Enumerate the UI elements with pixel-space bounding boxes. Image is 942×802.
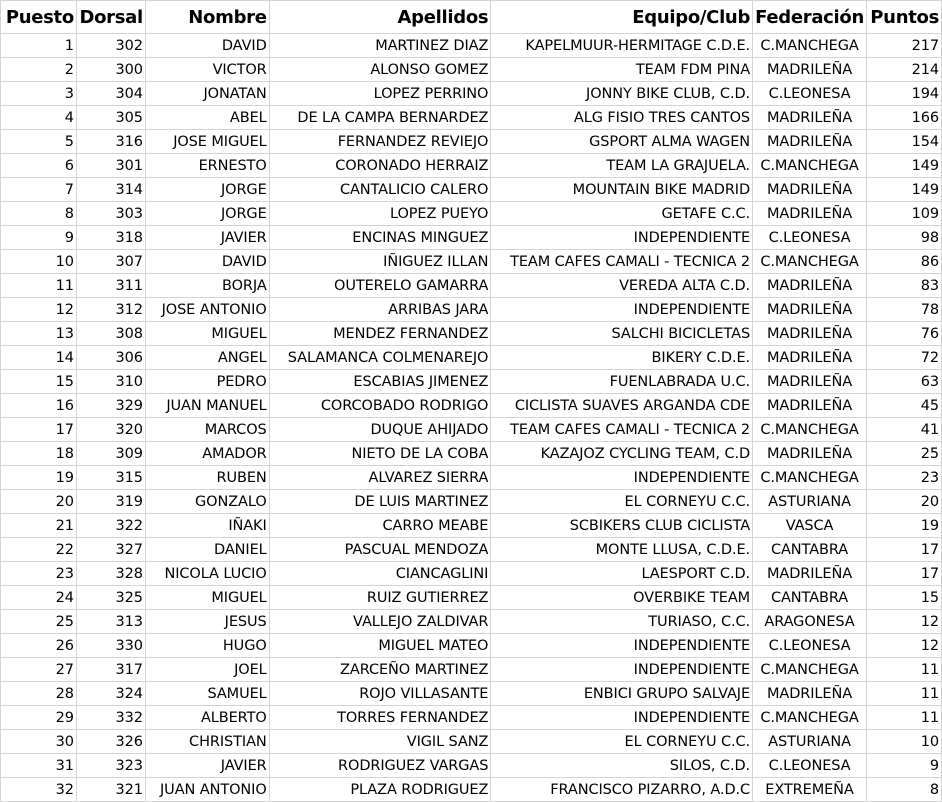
table-row <box>1 130 942 154</box>
puntos-cell[interactable]: 72 <box>867 346 942 370</box>
federacion-cell[interactable]: C.LEONESA <box>753 754 867 778</box>
apellidos-cell[interactable]: ARRIBAS JARA <box>269 298 491 322</box>
table-row <box>1 538 942 562</box>
nombre-cell[interactable]: VICTOR <box>145 58 269 82</box>
equipo-club-cell[interactable]: GSPORT ALMA WAGEN <box>491 130 753 154</box>
equipo-club-cell[interactable]: CICLISTA SUAVES ARGANDA CDE <box>491 394 753 418</box>
table-row <box>1 178 942 202</box>
puntos-cell[interactable]: 154 <box>867 130 942 154</box>
equipo-club-cell[interactable]: INDEPENDIENTE <box>491 658 753 682</box>
table-row <box>1 418 942 442</box>
puesto-cell[interactable]: 8 <box>1 202 77 226</box>
puesto-cell[interactable]: 1 <box>1 34 77 58</box>
apellidos-cell[interactable]: LOPEZ PUEYO <box>269 202 491 226</box>
apellidos-cell[interactable]: CORONADO HERRAIZ <box>269 154 491 178</box>
puesto-cell[interactable]: 23 <box>1 562 77 586</box>
puesto-cell[interactable]: 14 <box>1 346 77 370</box>
federacion-cell[interactable]: MADRILEÑA <box>753 370 867 394</box>
puntos-cell[interactable]: 45 <box>867 394 942 418</box>
dorsal-cell[interactable]: 303 <box>76 202 145 226</box>
nombre-cell[interactable]: AMADOR <box>145 442 269 466</box>
puesto-cell[interactable]: 12 <box>1 298 77 322</box>
equipo-club-cell[interactable]: KAPELMUUR-HERMITAGE C.D.E. <box>491 34 753 58</box>
puesto-cell[interactable]: 31 <box>1 754 77 778</box>
dorsal-cell[interactable]: 309 <box>76 442 145 466</box>
puesto-cell[interactable]: 10 <box>1 250 77 274</box>
apellidos-cell[interactable]: NIETO DE LA COBA <box>269 442 491 466</box>
nombre-cell[interactable]: ANGEL <box>145 346 269 370</box>
puntos-cell[interactable]: 11 <box>867 658 942 682</box>
dorsal-cell[interactable]: 310 <box>76 370 145 394</box>
puesto-cell[interactable]: 19 <box>1 466 77 490</box>
federacion-cell[interactable]: MADRILEÑA <box>753 394 867 418</box>
puntos-cell[interactable]: 109 <box>867 202 942 226</box>
dorsal-cell[interactable]: 311 <box>76 274 145 298</box>
federacion-cell[interactable]: C.MANCHEGA <box>753 250 867 274</box>
puntos-cell[interactable]: 11 <box>867 682 942 706</box>
federacion-cell[interactable]: MADRILEÑA <box>753 130 867 154</box>
apellidos-cell[interactable]: MIGUEL MATEO <box>269 634 491 658</box>
puesto-cell[interactable]: 32 <box>1 778 77 802</box>
nombre-cell[interactable]: GONZALO <box>145 490 269 514</box>
table-row <box>1 34 942 58</box>
puntos-cell[interactable]: 11 <box>867 706 942 730</box>
puntos-cell[interactable]: 25 <box>867 442 942 466</box>
equipo-club-cell[interactable]: KAZAJOZ CYCLING TEAM, C.D <box>491 442 753 466</box>
equipo-club-cell[interactable]: VEREDA ALTA C.D. <box>491 274 753 298</box>
puesto-cell[interactable]: 20 <box>1 490 77 514</box>
apellidos-cell[interactable]: ENCINAS MINGUEZ <box>269 226 491 250</box>
federacion-cell[interactable]: C.LEONESA <box>753 82 867 106</box>
table-row <box>1 514 942 538</box>
equipo-club-cell[interactable]: EL CORNEYU C.C. <box>491 730 753 754</box>
federacion-cell[interactable]: C.MANCHEGA <box>753 34 867 58</box>
table-row <box>1 154 942 178</box>
nombre-cell[interactable]: JORGE <box>145 202 269 226</box>
dorsal-cell[interactable]: 323 <box>76 754 145 778</box>
nombre-cell[interactable]: DAVID <box>145 34 269 58</box>
puesto-cell[interactable]: 17 <box>1 418 77 442</box>
apellidos-cell[interactable]: IÑIGUEZ ILLAN <box>269 250 491 274</box>
puntos-cell[interactable]: 41 <box>867 418 942 442</box>
puesto-cell[interactable]: 11 <box>1 274 77 298</box>
equipo-club-cell[interactable]: LAESPORT C.D. <box>491 562 753 586</box>
table-row <box>1 490 942 514</box>
puntos-cell[interactable]: 149 <box>867 178 942 202</box>
puntos-cell[interactable]: 149 <box>867 154 942 178</box>
nombre-cell[interactable]: JESUS <box>145 610 269 634</box>
puntos-cell[interactable]: 20 <box>867 490 942 514</box>
puntos-cell[interactable]: 214 <box>867 58 942 82</box>
table-body <box>1 34 942 802</box>
puesto-cell[interactable]: 9 <box>1 226 77 250</box>
dorsal-cell[interactable]: 301 <box>76 154 145 178</box>
nombre-cell[interactable]: JOSE ANTONIO <box>145 298 269 322</box>
apellidos-cell[interactable]: CANTALICIO CALERO <box>269 178 491 202</box>
table-row <box>1 634 942 658</box>
federacion-cell[interactable]: EXTREMEÑA <box>753 778 867 802</box>
nombre-cell[interactable]: ERNESTO <box>145 154 269 178</box>
dorsal-cell[interactable]: 314 <box>76 178 145 202</box>
dorsal-cell[interactable]: 317 <box>76 658 145 682</box>
dorsal-cell[interactable]: 319 <box>76 490 145 514</box>
table-row <box>1 250 942 274</box>
puntos-cell[interactable]: 194 <box>867 82 942 106</box>
puesto-cell[interactable]: 24 <box>1 586 77 610</box>
equipo-club-cell[interactable]: TEAM CAFES CAMALI - TECNICA 2 <box>491 418 753 442</box>
equipo-club-cell[interactable]: FUENLABRADA U.C. <box>491 370 753 394</box>
puesto-cell[interactable]: 18 <box>1 442 77 466</box>
nombre-cell[interactable]: JOEL <box>145 658 269 682</box>
nombre-cell[interactable]: MARCOS <box>145 418 269 442</box>
federacion-cell[interactable]: C.MANCHEGA <box>753 466 867 490</box>
federacion-cell[interactable]: CANTABRA <box>753 586 867 610</box>
dorsal-cell[interactable]: 300 <box>76 58 145 82</box>
equipo-club-cell[interactable]: ENBICI GRUPO SALVAJE <box>491 682 753 706</box>
equipo-club-cell[interactable]: TEAM FDM PINA <box>491 58 753 82</box>
nombre-cell[interactable]: NICOLA LUCIO <box>145 562 269 586</box>
table-row <box>1 82 942 106</box>
dorsal-cell[interactable]: 313 <box>76 610 145 634</box>
puesto-cell[interactable]: 22 <box>1 538 77 562</box>
table-row <box>1 346 942 370</box>
puntos-cell[interactable]: 83 <box>867 274 942 298</box>
equipo-club-cell[interactable]: MONTE LLUSA, C.D.E. <box>491 538 753 562</box>
puntos-cell[interactable]: 23 <box>867 466 942 490</box>
apellidos-cell[interactable]: DE LUIS MARTINEZ <box>269 490 491 514</box>
puesto-cell[interactable]: 28 <box>1 682 77 706</box>
federacion-cell[interactable]: MADRILEÑA <box>753 178 867 202</box>
apellidos-cell[interactable]: VIGIL SANZ <box>269 730 491 754</box>
apellidos-cell[interactable]: ALONSO GOMEZ <box>269 58 491 82</box>
puesto-cell[interactable]: 4 <box>1 106 77 130</box>
federacion-cell[interactable]: ASTURIANA <box>753 730 867 754</box>
puntos-cell[interactable]: 98 <box>867 226 942 250</box>
dorsal-cell[interactable]: 316 <box>76 130 145 154</box>
equipo-club-cell[interactable]: BIKERY C.D.E. <box>491 346 753 370</box>
federacion-cell[interactable]: ARAGONESA <box>753 610 867 634</box>
puesto-cell[interactable]: 15 <box>1 370 77 394</box>
dorsal-cell[interactable]: 324 <box>76 682 145 706</box>
nombre-cell[interactable]: RUBEN <box>145 466 269 490</box>
puntos-cell[interactable]: 15 <box>867 586 942 610</box>
puesto-cell[interactable]: 25 <box>1 610 77 634</box>
puesto-cell[interactable]: 2 <box>1 58 77 82</box>
equipo-club-cell[interactable]: SCBIKERS CLUB CICLISTA <box>491 514 753 538</box>
equipo-club-cell[interactable]: MOUNTAIN BIKE MADRID <box>491 178 753 202</box>
federacion-cell[interactable]: MADRILEÑA <box>753 322 867 346</box>
puesto-cell[interactable]: 30 <box>1 730 77 754</box>
apellidos-cell[interactable]: DE LA CAMPA BERNARDEZ <box>269 106 491 130</box>
equipo-club-cell[interactable]: INDEPENDIENTE <box>491 466 753 490</box>
apellidos-cell[interactable]: TORRES FERNANDEZ <box>269 706 491 730</box>
apellidos-cell[interactable]: ALVAREZ SIERRA <box>269 466 491 490</box>
puntos-cell[interactable]: 19 <box>867 514 942 538</box>
dorsal-cell[interactable]: 302 <box>76 34 145 58</box>
puntos-cell[interactable]: 166 <box>867 106 942 130</box>
apellidos-cell[interactable]: MARTINEZ DIAZ <box>269 34 491 58</box>
apellidos-cell[interactable]: MENDEZ FERNANDEZ <box>269 322 491 346</box>
apellidos-cell[interactable]: CARRO MEABE <box>269 514 491 538</box>
federacion-cell[interactable]: MADRILEÑA <box>753 106 867 130</box>
equipo-club-cell[interactable]: INDEPENDIENTE <box>491 706 753 730</box>
equipo-club-cell[interactable]: INDEPENDIENTE <box>491 226 753 250</box>
nombre-cell[interactable]: DANIEL <box>145 538 269 562</box>
nombre-cell[interactable]: JUAN ANTONIO <box>145 778 269 802</box>
table-row <box>1 562 942 586</box>
header-apellidos[interactable]: Apellidos <box>269 1 491 34</box>
header-equipo-club[interactable]: Equipo/Club <box>491 1 753 34</box>
federacion-cell[interactable]: MADRILEÑA <box>753 442 867 466</box>
table-row <box>1 610 942 634</box>
table-row <box>1 226 942 250</box>
header-nombre[interactable]: Nombre <box>145 1 269 34</box>
federacion-cell[interactable]: C.MANCHEGA <box>753 154 867 178</box>
dorsal-cell[interactable]: 307 <box>76 250 145 274</box>
table-header <box>1 1 942 34</box>
table-row <box>1 778 942 802</box>
equipo-club-cell[interactable]: GETAFE C.C. <box>491 202 753 226</box>
puesto-cell[interactable]: 7 <box>1 178 77 202</box>
dorsal-cell[interactable]: 330 <box>76 634 145 658</box>
federacion-cell[interactable]: MADRILEÑA <box>753 682 867 706</box>
federacion-cell[interactable]: ASTURIANA <box>753 490 867 514</box>
puntos-cell[interactable]: 76 <box>867 322 942 346</box>
puesto-cell[interactable]: 13 <box>1 322 77 346</box>
federacion-cell[interactable]: C.LEONESA <box>753 226 867 250</box>
nombre-cell[interactable]: JAVIER <box>145 226 269 250</box>
header-puntos[interactable]: Puntos <box>867 1 942 34</box>
header-federacion[interactable]: Federación <box>753 1 867 34</box>
federacion-cell[interactable]: MADRILEÑA <box>753 298 867 322</box>
header-puesto[interactable]: Puesto <box>1 1 77 34</box>
apellidos-cell[interactable]: DUQUE AHIJADO <box>269 418 491 442</box>
nombre-cell[interactable]: JAVIER <box>145 754 269 778</box>
equipo-club-cell[interactable]: TURIASO, C.C. <box>491 610 753 634</box>
puesto-cell[interactable]: 27 <box>1 658 77 682</box>
header-dorsal[interactable]: Dorsal <box>76 1 145 34</box>
table-row <box>1 106 942 130</box>
puntos-cell[interactable]: 17 <box>867 538 942 562</box>
header-row <box>1 1 942 34</box>
puntos-cell[interactable]: 17 <box>867 562 942 586</box>
equipo-club-cell[interactable]: JONNY BIKE CLUB, C.D. <box>491 82 753 106</box>
nombre-cell[interactable]: JORGE <box>145 178 269 202</box>
puesto-cell[interactable]: 16 <box>1 394 77 418</box>
puesto-cell[interactable]: 6 <box>1 154 77 178</box>
table-row <box>1 658 942 682</box>
federacion-cell[interactable]: MADRILEÑA <box>753 274 867 298</box>
nombre-cell[interactable]: SAMUEL <box>145 682 269 706</box>
dorsal-cell[interactable]: 304 <box>76 82 145 106</box>
federacion-cell[interactable]: C.MANCHEGA <box>753 658 867 682</box>
dorsal-cell[interactable]: 312 <box>76 298 145 322</box>
nombre-cell[interactable]: IÑAKI <box>145 514 269 538</box>
apellidos-cell[interactable]: OUTERELO GAMARRA <box>269 274 491 298</box>
federacion-cell[interactable]: C.MANCHEGA <box>753 706 867 730</box>
equipo-club-cell[interactable]: SALCHI BICICLETAS <box>491 322 753 346</box>
table-row <box>1 274 942 298</box>
apellidos-cell[interactable]: ZARCEÑO MARTINEZ <box>269 658 491 682</box>
table-row <box>1 586 942 610</box>
puesto-cell[interactable]: 26 <box>1 634 77 658</box>
table-row <box>1 394 942 418</box>
nombre-cell[interactable]: MIGUEL <box>145 586 269 610</box>
apellidos-cell[interactable]: CORCOBADO RODRIGO <box>269 394 491 418</box>
equipo-club-cell[interactable]: TEAM CAFES CAMALI - TECNICA 2 <box>491 250 753 274</box>
puntos-cell[interactable]: 63 <box>867 370 942 394</box>
equipo-club-cell[interactable]: EL CORNEYU C.C. <box>491 490 753 514</box>
federacion-cell[interactable]: MADRILEÑA <box>753 202 867 226</box>
apellidos-cell[interactable]: CIANCAGLINI <box>269 562 491 586</box>
table-row <box>1 730 942 754</box>
nombre-cell[interactable]: PEDRO <box>145 370 269 394</box>
apellidos-cell[interactable]: VALLEJO ZALDIVAR <box>269 610 491 634</box>
dorsal-cell[interactable]: 315 <box>76 466 145 490</box>
table-row <box>1 442 942 466</box>
dorsal-cell[interactable]: 321 <box>76 778 145 802</box>
table-row <box>1 322 942 346</box>
table-row <box>1 202 942 226</box>
puesto-cell[interactable]: 5 <box>1 130 77 154</box>
federacion-cell[interactable]: MADRILEÑA <box>753 346 867 370</box>
apellidos-cell[interactable]: LOPEZ PERRINO <box>269 82 491 106</box>
nombre-cell[interactable]: ALBERTO <box>145 706 269 730</box>
puntos-cell[interactable]: 12 <box>867 634 942 658</box>
puntos-cell[interactable]: 12 <box>867 610 942 634</box>
dorsal-cell[interactable]: 305 <box>76 106 145 130</box>
table-row <box>1 370 942 394</box>
equipo-club-cell[interactable]: OVERBIKE TEAM <box>491 586 753 610</box>
dorsal-cell[interactable]: 329 <box>76 394 145 418</box>
nombre-cell[interactable]: HUGO <box>145 634 269 658</box>
puntos-cell[interactable]: 78 <box>867 298 942 322</box>
dorsal-cell[interactable]: 322 <box>76 514 145 538</box>
federacion-cell[interactable]: CANTABRA <box>753 538 867 562</box>
puesto-cell[interactable]: 21 <box>1 514 77 538</box>
dorsal-cell[interactable]: 318 <box>76 226 145 250</box>
table-row <box>1 706 942 730</box>
dorsal-cell[interactable]: 327 <box>76 538 145 562</box>
dorsal-cell[interactable]: 332 <box>76 706 145 730</box>
apellidos-cell[interactable]: ESCABIAS JIMENEZ <box>269 370 491 394</box>
dorsal-cell[interactable]: 325 <box>76 586 145 610</box>
federacion-cell[interactable]: MADRILEÑA <box>753 58 867 82</box>
nombre-cell[interactable]: MIGUEL <box>145 322 269 346</box>
table-row <box>1 58 942 82</box>
nombre-cell[interactable]: DAVID <box>145 250 269 274</box>
nombre-cell[interactable]: BORJA <box>145 274 269 298</box>
dorsal-cell[interactable]: 308 <box>76 322 145 346</box>
apellidos-cell[interactable]: FERNANDEZ REVIEJO <box>269 130 491 154</box>
equipo-club-cell[interactable]: SILOS, C.D. <box>491 754 753 778</box>
federacion-cell[interactable]: C.LEONESA <box>753 634 867 658</box>
dorsal-cell[interactable]: 320 <box>76 418 145 442</box>
puntos-cell[interactable]: 217 <box>867 34 942 58</box>
apellidos-cell[interactable]: ROJO VILLASANTE <box>269 682 491 706</box>
equipo-club-cell[interactable]: INDEPENDIENTE <box>491 298 753 322</box>
nombre-cell[interactable]: ABEL <box>145 106 269 130</box>
puntos-cell[interactable]: 86 <box>867 250 942 274</box>
apellidos-cell[interactable]: RUIZ GUTIERREZ <box>269 586 491 610</box>
dorsal-cell[interactable]: 326 <box>76 730 145 754</box>
nombre-cell[interactable]: JUAN MANUEL <box>145 394 269 418</box>
table-row <box>1 466 942 490</box>
apellidos-cell[interactable]: PLAZA RODRIGUEZ <box>269 778 491 802</box>
table-row <box>1 298 942 322</box>
equipo-club-cell[interactable]: INDEPENDIENTE <box>491 634 753 658</box>
dorsal-cell[interactable]: 328 <box>76 562 145 586</box>
puesto-cell[interactable]: 3 <box>1 82 77 106</box>
dorsal-cell[interactable]: 306 <box>76 346 145 370</box>
table-row <box>1 682 942 706</box>
federacion-cell[interactable]: VASCA <box>753 514 867 538</box>
nombre-cell[interactable]: CHRISTIAN <box>145 730 269 754</box>
puesto-cell[interactable]: 29 <box>1 706 77 730</box>
apellidos-cell[interactable]: RODRIGUEZ VARGAS <box>269 754 491 778</box>
federacion-cell[interactable]: C.MANCHEGA <box>753 418 867 442</box>
nombre-cell[interactable]: JOSE MIGUEL <box>145 130 269 154</box>
apellidos-cell[interactable]: PASCUAL MENDOZA <box>269 538 491 562</box>
puntos-cell[interactable]: 8 <box>867 778 942 802</box>
equipo-club-cell[interactable]: ALG FISIO TRES CANTOS <box>491 106 753 130</box>
table-row <box>1 754 942 778</box>
apellidos-cell[interactable]: SALAMANCA COLMENAREJO <box>269 346 491 370</box>
nombre-cell[interactable]: JONATAN <box>145 82 269 106</box>
equipo-club-cell[interactable]: FRANCISCO PIZARRO, A.D.C <box>491 778 753 802</box>
puntos-cell[interactable]: 9 <box>867 754 942 778</box>
puntos-cell[interactable]: 10 <box>867 730 942 754</box>
equipo-club-cell[interactable]: TEAM LA GRAJUELA. <box>491 154 753 178</box>
federacion-cell[interactable]: MADRILEÑA <box>753 562 867 586</box>
